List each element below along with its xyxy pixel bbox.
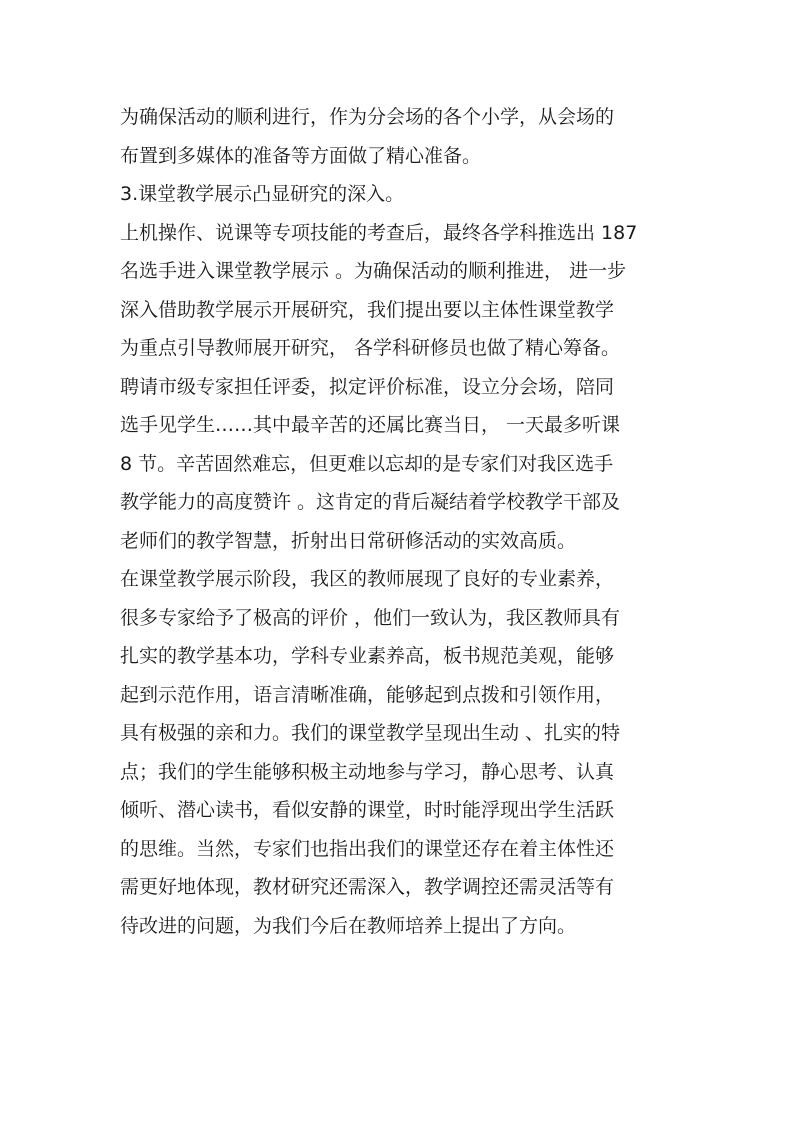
text-line: 为重点引导教师展开研究， 各学科研修员也做了精心筹备。 — [120, 337, 621, 359]
text-line: 深入借助教学展示开展研究，我们提出要以主体性课堂教学 — [120, 298, 615, 321]
text-line: 具有极强的亲和力。我们的课堂教学呈现出生动 、扎实的特 — [120, 722, 621, 744]
text-line: 8 节。辛苦固然难忘，但更难以忘却的是专家们对我区选手 — [120, 452, 614, 475]
text-line: 教学能力的高度赞许 。这肯定的背后凝结着学校教学干部及 — [120, 491, 621, 513]
text-line: 需更好地体现，教材研究还需深入，教学调控还需灵活等有 — [120, 876, 615, 898]
text-line: 为确保活动的顺利进行，作为分会场的各个小学，从会场的 — [120, 106, 615, 128]
text-line: 很多专家给予了极高的评价 ，他们一致认为，我区教师具有 — [120, 606, 621, 629]
text-line: 起到示范作用，语言清晰准确，能够起到点拨和引领作用， — [120, 683, 615, 706]
text-line: 名选手进入课堂教学展示 。为确保活动的顺利推进， 进一步 — [120, 260, 627, 282]
text-line: 老师们的教学智慧，折射出日常研修活动的实效高质。 — [120, 529, 577, 552]
text-line: 在课堂教学展示阶段，我区的教师展现了良好的专业素养， — [120, 568, 615, 590]
text-line: 的思维。当然，专家们也指出我们的课堂还存在着主体性还 — [120, 837, 615, 860]
text-line: 点；我们的学生能够积极主动地参与学习，静心思考、认真 — [120, 760, 615, 783]
text-line: 上机操作、说课等专项技能的考查后，最终各学科推选出 187 — [120, 221, 638, 244]
text-line: 聘请市级专家担任评委，拟定评价标准，设立分会场，陪同 — [120, 375, 615, 398]
section-heading: 3.课堂教学展示凸显研究的深入。 — [120, 183, 405, 205]
text-line: 待改进的问题，为我们今后在教师培养上提出了方向。 — [120, 914, 577, 937]
document-body — [120, 98, 690, 945]
text-line: 选手见学生……其中最辛苦的还属比赛当日， 一天最多听课 — [120, 414, 621, 436]
text-line: 布置到多媒体的准备等方面做了精心准备。 — [120, 144, 482, 167]
text-line: 扎实的教学基本功，学科专业素养高，板书规范美观，能够 — [120, 645, 615, 667]
text-line: 倾听、潜心读书，看似安静的课堂，时时能浮现出学生活跃 — [120, 799, 615, 821]
